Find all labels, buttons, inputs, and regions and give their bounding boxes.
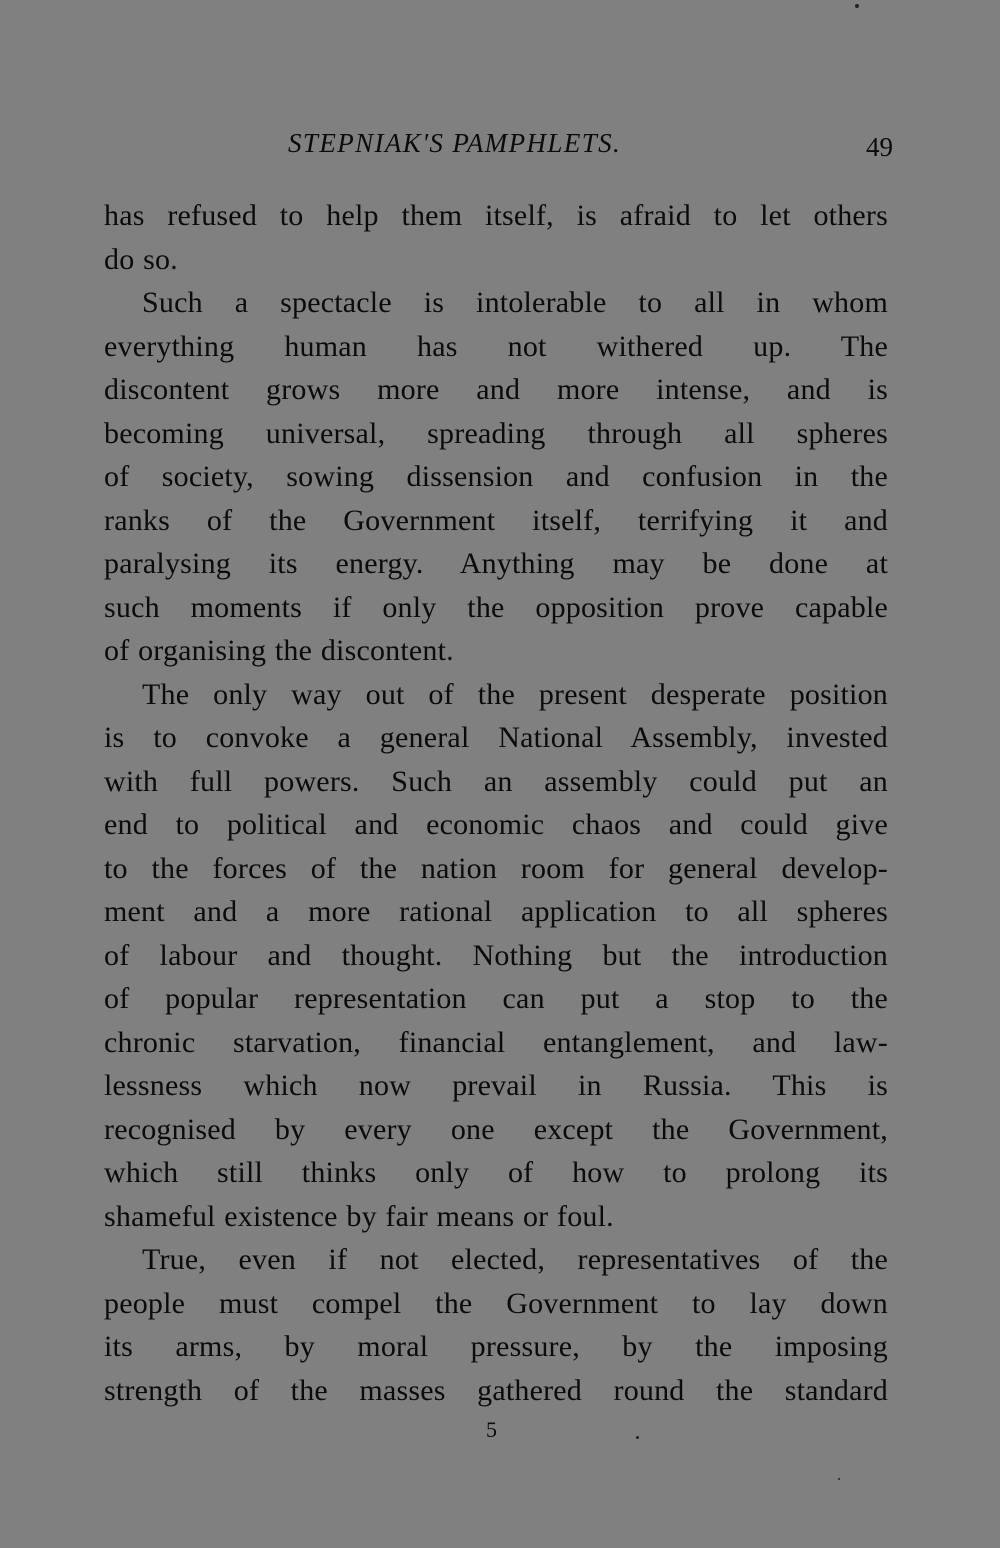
dust-speck [838, 1478, 840, 1480]
text-line: end to political and economic chaos and could give [104, 808, 888, 841]
text-line: everything human has not withered up. The [104, 329, 888, 363]
text-line: becoming universal, spreading through all spheres [104, 416, 888, 450]
text-line: lessness which now prevail in Russia. This is [104, 1069, 888, 1102]
text-line: shameful existence by fair means or foul. [104, 1199, 614, 1233]
paragraph-1 [104, 194, 888, 281]
text-line: strength of the masses gathered round the standard [104, 1373, 888, 1407]
text-line: of popular representation can put a stop to the [104, 982, 888, 1015]
text-line: of labour and thought. Nothing but the introduction [104, 938, 888, 972]
text-line: its arms, by moral pressure, by the imposing [104, 1330, 888, 1363]
text-line: to the forces of the nation room for general develop- [104, 851, 888, 885]
paragraph-4 [104, 1238, 888, 1412]
text-line: Such a spectacle is intolerable to all in whom [142, 286, 888, 319]
text-line: do so. [104, 242, 178, 276]
text-line: True, even if not elected, representatives of the [142, 1243, 888, 1276]
text-line: ranks of the Government itself, terrifying it and [104, 503, 888, 537]
page-number: 49 [866, 132, 893, 162]
dust-speck [636, 1436, 639, 1439]
signature-mark: 5 [486, 1417, 497, 1442]
text-line: ment and a more rational application to all spheres [104, 895, 888, 928]
text-line: paralysing its energy. Anything may be done at [104, 547, 888, 580]
text-line: chronic starvation, financial entanglement, and law- [104, 1025, 888, 1059]
running-title: STEPNIAK'S PAMPHLETS. [288, 128, 622, 158]
paragraph-2 [104, 281, 888, 673]
dust-speck [855, 4, 859, 8]
text-line: discontent grows more and more intense, and is [104, 373, 888, 406]
body-text [104, 194, 888, 1412]
text-line: with full powers. Such an assembly could put an [104, 764, 888, 798]
text-line: of organising the discontent. [104, 634, 454, 667]
text-line: is to convoke a general National Assembly, invested [104, 721, 888, 754]
paragraph-3 [104, 673, 888, 1239]
page-header [100, 128, 895, 168]
text-line: The only way out of the present desperate position [142, 677, 888, 711]
text-line: of society, sowing dissension and confusion in the [104, 460, 888, 493]
text-line: has refused to help them itself, is afraid to let others [104, 199, 888, 232]
text-line: such moments if only the opposition prove capable [104, 590, 888, 624]
text-line: which still thinks only of how to prolong its [104, 1156, 888, 1189]
text-line: people must compel the Government to lay down [104, 1286, 888, 1320]
text-line: recognised by every one except the Government, [104, 1112, 888, 1146]
